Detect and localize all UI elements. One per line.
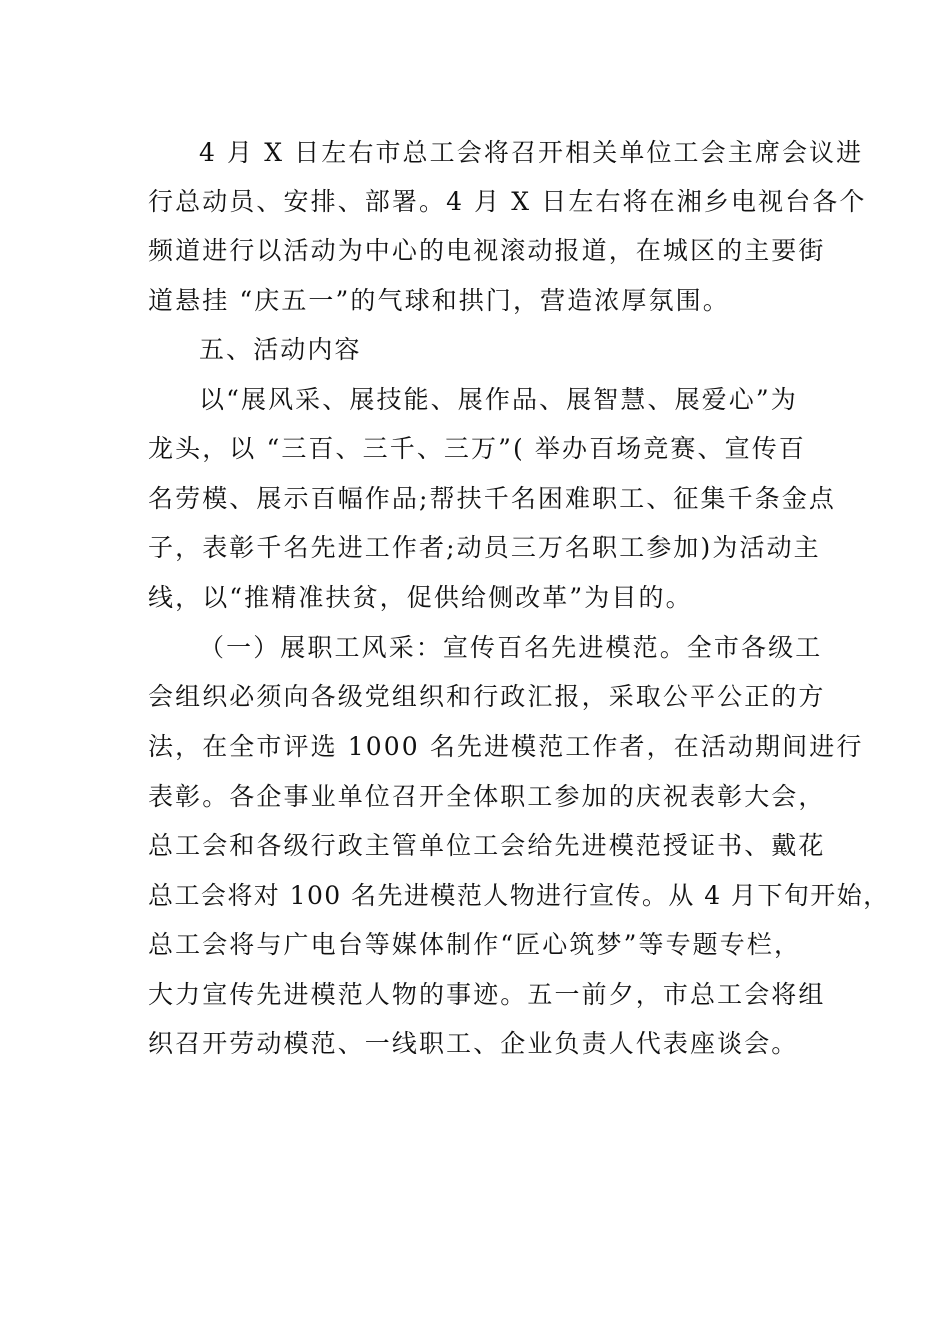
paragraph-1-line-3: 频道进行以活动为中心的电视滚动报道，在城区的主要街 [148, 236, 826, 265]
paragraph-2-line-4: 子，表彰千名先进工作者;动员三万名职工参加)为活动主 [148, 533, 821, 562]
paragraph-3-line-5: 总工会和各级行政主管单位工会给先进模范授证书、戴花 [148, 831, 826, 860]
paragraph-3-line-2: 会组织必须向各级党组织和行政汇报，采取公平公正的方 [148, 682, 826, 711]
paragraph-3-line-7: 总工会将与广电台等媒体制作“匠心筑梦”等专题专栏， [148, 930, 802, 959]
paragraph-3-line-9: 织召开劳动模范、一线职工、企业负责人代表座谈会。 [148, 1029, 799, 1058]
paragraph-3-line-8: 大力宣传先进模范人物的事迹。五一前夕，市总工会将组 [148, 980, 826, 1009]
paragraph-2-line-1: 以“展风采、展技能、展作品、展智慧、展爱心”为 [199, 385, 798, 414]
paragraph-1-line-2: 行总动员、安排、部署。4 月 X 日左右将在湘乡电视台各个 [148, 187, 867, 216]
paragraph-3-line-6: 总工会将对 100 名先进模范人物进行宣传。从 4 月下旬开始， [148, 881, 890, 910]
paragraph-2-line-5: 线，以“推精准扶贫，促供给侧改革”为目的。 [148, 583, 693, 612]
paragraph-3-line-3: 法，在全市评选 1000 名先进模范工作者，在活动期间进行 [148, 732, 864, 761]
paragraph-1-line-1: 4 月 X 日左右市总工会将召开相关单位工会主席会议进 [199, 138, 864, 167]
paragraph-2-line-3: 名劳模、展示百幅作品;帮扶千名困难职工、征集千条金点 [148, 484, 837, 513]
section-heading-5: 五、活动内容 [199, 335, 362, 364]
paragraph-2-line-2: 龙头，以 “三百、三千、三万”( 举办百场竞赛、宣传百 [148, 434, 806, 463]
paragraph-3-line-1: （一）展职工风采：宣传百名先进模范。全市各级工 [199, 633, 823, 662]
paragraph-1-line-4: 道悬挂 “庆五一”的气球和拱门，营造浓厚氛围。 [148, 286, 730, 315]
paragraph-3-line-4: 表彰。各企事业单位召开全体职工参加的庆祝表彰大会， [148, 782, 826, 811]
